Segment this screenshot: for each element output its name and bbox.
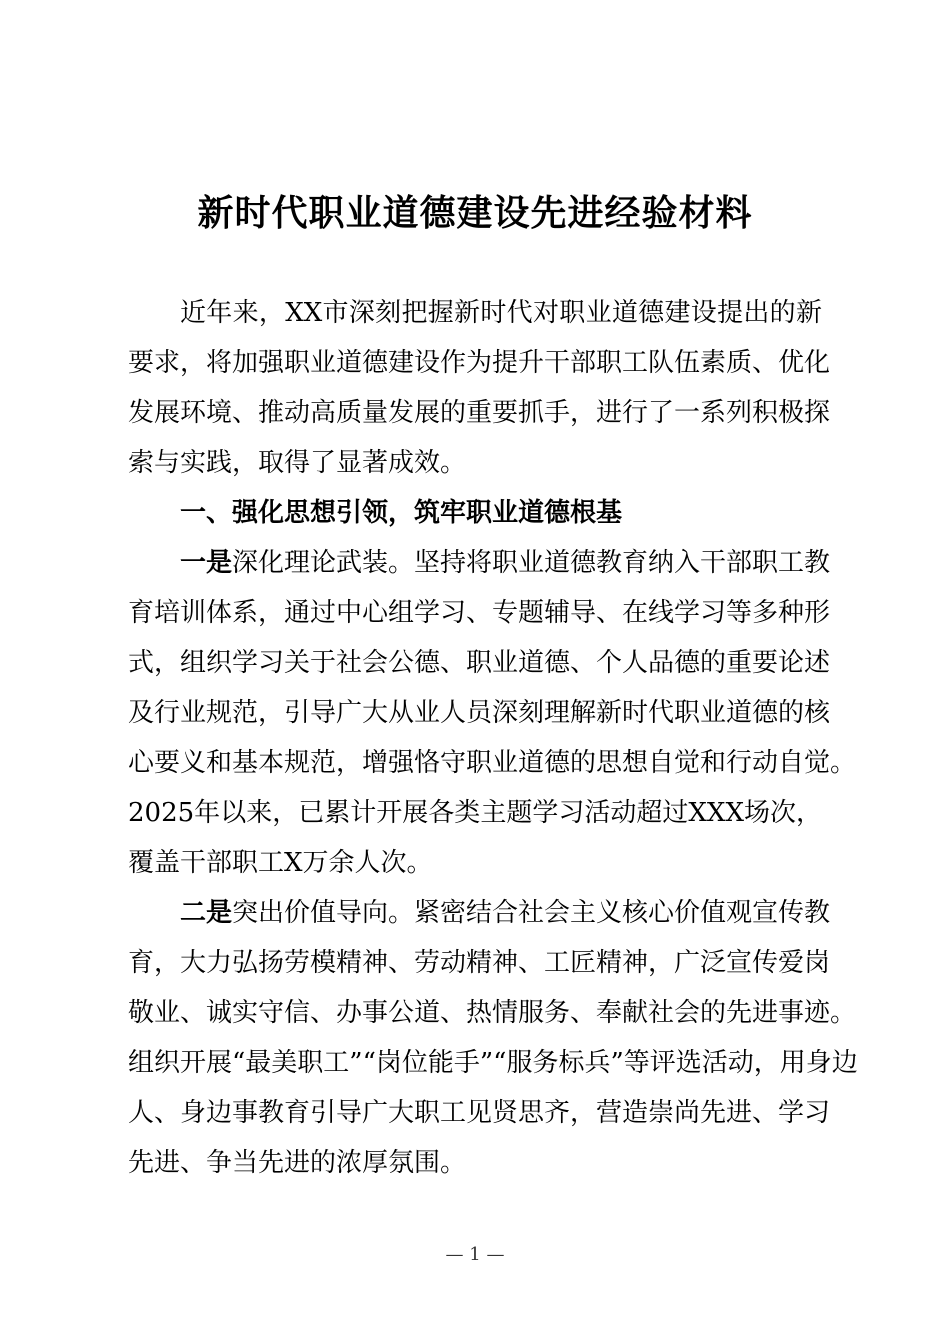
text-line: 先进、争当先进的浓厚氛围。 <box>128 1148 467 1178</box>
text-line <box>128 888 831 938</box>
text-line: 索与实践，取得了显著成效。 <box>128 448 467 478</box>
page-number: — 1 — <box>445 1244 505 1265</box>
text-line: 心要义和基本规范，增强恪守职业道德的思想自觉和行动自觉。 <box>128 748 857 778</box>
intro-paragraph <box>128 288 831 488</box>
text-line: 发展环境、推动高质量发展的重要抓手，进行了一系列积极探 <box>128 398 831 428</box>
text-line: 2025年以来，已累计开展各类主题学习活动超过XXX场次， <box>128 798 822 828</box>
text-line: 近年来，XX市深刻把握新时代对职业道德建设提出的新 <box>180 298 822 328</box>
text-line: 敬业、诚实守信、办事公道、热情服务、奉献社会的先进事迹。 <box>128 998 857 1028</box>
paragraph-lead: 二是 <box>180 898 233 928</box>
section-heading: 一、强化思想引领，筑牢职业道德根基 <box>180 498 623 528</box>
document-body <box>128 288 858 1188</box>
document-title: 新时代职业道德建设先进经验材料 <box>197 192 753 234</box>
line-text: 突出价值导向。紧密结合社会主义核心价值观宣传教 <box>232 898 831 928</box>
text-line <box>128 538 831 588</box>
paragraph-2 <box>128 888 858 1188</box>
paragraph-1 <box>128 538 857 888</box>
text-line: 要求，将加强职业道德建设作为提升干部职工队伍素质、优化 <box>128 348 831 378</box>
text-line: 人、身边事教育引导广大职工见贤思齐，营造崇尚先进、学习 <box>128 1098 831 1128</box>
text-line: 育培训体系，通过中心组学习、专题辅导、在线学习等多种形 <box>128 598 831 628</box>
text-line: 育，大力弘扬劳模精神、劳动精神、工匠精神，广泛宣传爱岗 <box>128 948 831 978</box>
line-text: 深化理论武装。坚持将职业道德教育纳入干部职工教 <box>232 548 831 578</box>
paragraph-lead: 一是 <box>180 548 233 578</box>
text-line: 及行业规范，引导广大从业人员深刻理解新时代职业道德的核 <box>128 698 831 728</box>
text-line: 组织开展“最美职工”“岗位能手”“服务标兵”等评选活动，用身边 <box>128 1048 858 1078</box>
text-line: 式，组织学习关于社会公德、职业道德、个人品德的重要论述 <box>128 648 831 678</box>
text-line: 覆盖干部职工X万余人次。 <box>128 848 433 878</box>
